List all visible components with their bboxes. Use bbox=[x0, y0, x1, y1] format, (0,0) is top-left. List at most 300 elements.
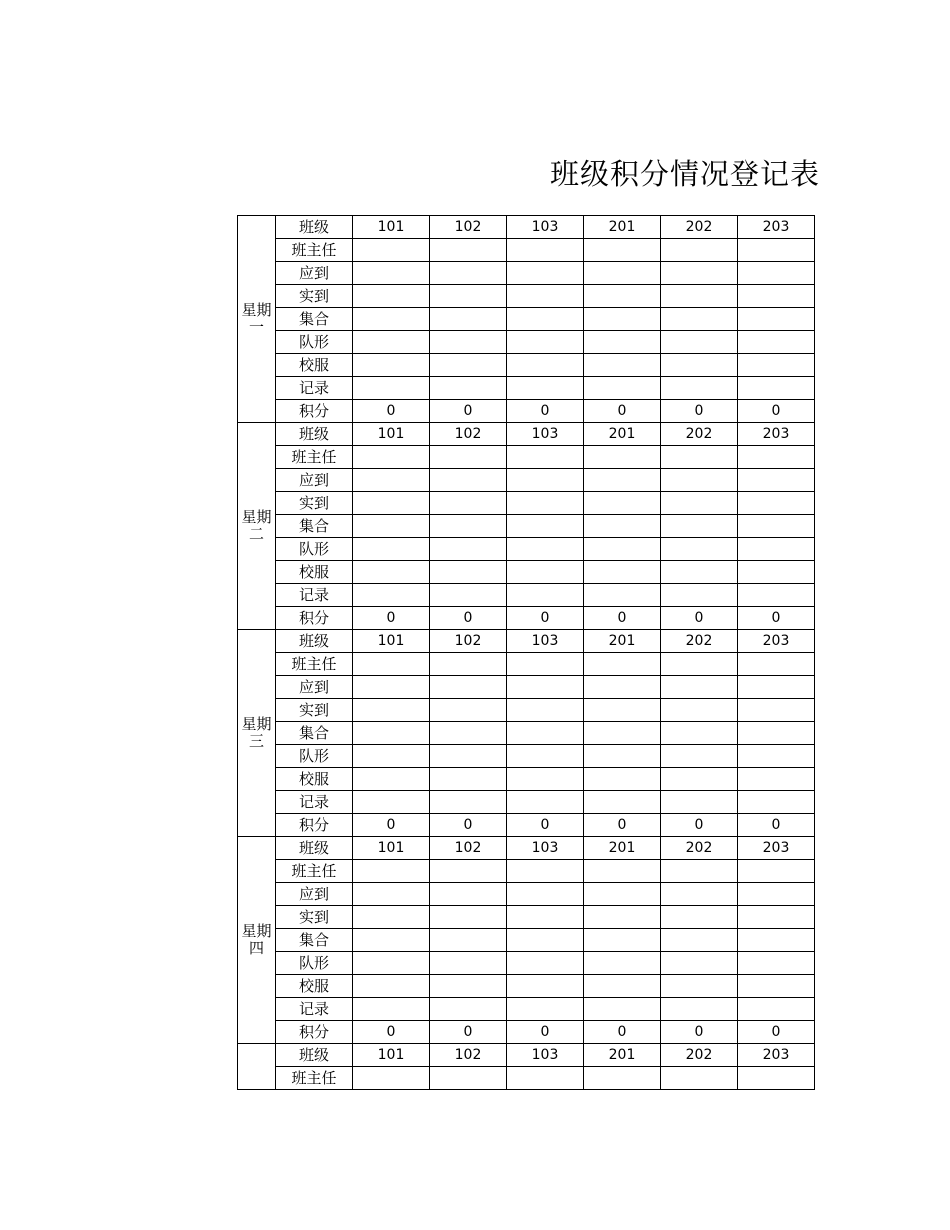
row-label-cell: 班级 bbox=[276, 423, 353, 446]
empty-cell bbox=[738, 331, 815, 354]
row-label-cell: 应到 bbox=[276, 883, 353, 906]
empty-cell bbox=[661, 561, 738, 584]
page-title: 班级积分情况登记表 bbox=[549, 157, 820, 191]
empty-cell bbox=[738, 285, 815, 308]
class-number-cell: 102 bbox=[430, 630, 507, 653]
day-label-line1: 星期 bbox=[241, 301, 272, 319]
class-number-cell: 101 bbox=[353, 423, 430, 446]
empty-cell bbox=[661, 929, 738, 952]
empty-cell bbox=[738, 561, 815, 584]
empty-cell bbox=[584, 883, 661, 906]
empty-cell bbox=[738, 906, 815, 929]
empty-cell bbox=[353, 745, 430, 768]
class-number-cell: 103 bbox=[507, 423, 584, 446]
table-row bbox=[238, 653, 815, 676]
row-label-cell: 集合 bbox=[276, 929, 353, 952]
empty-cell bbox=[430, 239, 507, 262]
empty-cell bbox=[738, 860, 815, 883]
table-row bbox=[238, 906, 815, 929]
empty-cell bbox=[661, 584, 738, 607]
day-label-line1: 星期 bbox=[241, 922, 272, 940]
empty-cell bbox=[584, 262, 661, 285]
empty-cell bbox=[584, 929, 661, 952]
empty-cell bbox=[507, 676, 584, 699]
empty-cell bbox=[738, 975, 815, 998]
row-label-cell: 班级 bbox=[276, 837, 353, 860]
class-number-cell: 101 bbox=[353, 216, 430, 239]
row-label-cell: 队形 bbox=[276, 538, 353, 561]
empty-cell bbox=[738, 722, 815, 745]
empty-cell bbox=[353, 676, 430, 699]
empty-cell bbox=[430, 860, 507, 883]
table-row bbox=[238, 584, 815, 607]
table-row bbox=[238, 469, 815, 492]
class-number-cell: 201 bbox=[584, 1044, 661, 1067]
class-number-cell: 203 bbox=[738, 1044, 815, 1067]
empty-cell bbox=[661, 653, 738, 676]
empty-cell bbox=[507, 308, 584, 331]
empty-cell bbox=[661, 239, 738, 262]
empty-cell bbox=[507, 285, 584, 308]
empty-cell bbox=[353, 285, 430, 308]
class-number-cell: 102 bbox=[430, 1044, 507, 1067]
empty-cell bbox=[738, 791, 815, 814]
empty-cell bbox=[738, 492, 815, 515]
empty-cell bbox=[584, 768, 661, 791]
table-row bbox=[238, 630, 815, 653]
table-row bbox=[238, 837, 815, 860]
score-cell: 0 bbox=[584, 1021, 661, 1044]
day-label-cell bbox=[238, 630, 276, 837]
empty-cell bbox=[430, 791, 507, 814]
empty-cell bbox=[738, 584, 815, 607]
empty-cell bbox=[584, 584, 661, 607]
empty-cell bbox=[738, 1067, 815, 1090]
day-label-line2: 四 bbox=[248, 939, 264, 957]
empty-cell bbox=[507, 952, 584, 975]
row-label-cell: 积分 bbox=[276, 1021, 353, 1044]
empty-cell bbox=[507, 768, 584, 791]
row-label-cell: 班级 bbox=[276, 630, 353, 653]
table-row bbox=[238, 331, 815, 354]
empty-cell bbox=[430, 1067, 507, 1090]
score-cell: 0 bbox=[430, 814, 507, 837]
empty-cell bbox=[353, 308, 430, 331]
empty-cell bbox=[353, 952, 430, 975]
day-label-line1: 星期 bbox=[241, 508, 272, 526]
class-number-cell: 101 bbox=[353, 1044, 430, 1067]
row-label-cell: 实到 bbox=[276, 285, 353, 308]
empty-cell bbox=[661, 998, 738, 1021]
empty-cell bbox=[507, 653, 584, 676]
empty-cell bbox=[430, 515, 507, 538]
empty-cell bbox=[584, 676, 661, 699]
table-row bbox=[238, 446, 815, 469]
row-label-cell: 队形 bbox=[276, 952, 353, 975]
empty-cell bbox=[661, 975, 738, 998]
empty-cell bbox=[661, 722, 738, 745]
empty-cell bbox=[584, 515, 661, 538]
table-row bbox=[238, 1044, 815, 1067]
empty-cell bbox=[430, 377, 507, 400]
table-row bbox=[238, 285, 815, 308]
empty-cell bbox=[584, 952, 661, 975]
day-label-cell bbox=[238, 423, 276, 630]
empty-cell bbox=[353, 975, 430, 998]
empty-cell bbox=[584, 860, 661, 883]
empty-cell bbox=[507, 239, 584, 262]
score-cell: 0 bbox=[661, 1021, 738, 1044]
empty-cell bbox=[507, 515, 584, 538]
empty-cell bbox=[353, 354, 430, 377]
class-number-cell: 103 bbox=[507, 630, 584, 653]
empty-cell bbox=[661, 515, 738, 538]
empty-cell bbox=[430, 308, 507, 331]
empty-cell bbox=[584, 653, 661, 676]
empty-cell bbox=[584, 492, 661, 515]
score-cell: 0 bbox=[738, 400, 815, 423]
empty-cell bbox=[430, 469, 507, 492]
empty-cell bbox=[661, 446, 738, 469]
score-cell: 0 bbox=[353, 1021, 430, 1044]
empty-cell bbox=[661, 952, 738, 975]
empty-cell bbox=[430, 906, 507, 929]
row-label-cell: 集合 bbox=[276, 515, 353, 538]
empty-cell bbox=[430, 745, 507, 768]
empty-cell bbox=[738, 239, 815, 262]
empty-cell bbox=[353, 446, 430, 469]
row-label-cell: 集合 bbox=[276, 308, 353, 331]
empty-cell bbox=[661, 492, 738, 515]
empty-cell bbox=[738, 952, 815, 975]
class-number-cell: 103 bbox=[507, 837, 584, 860]
row-label-cell: 校服 bbox=[276, 768, 353, 791]
empty-cell bbox=[661, 906, 738, 929]
empty-cell bbox=[353, 860, 430, 883]
empty-cell bbox=[661, 883, 738, 906]
score-cell: 0 bbox=[353, 814, 430, 837]
table-row bbox=[238, 676, 815, 699]
score-cell: 0 bbox=[507, 814, 584, 837]
empty-cell bbox=[507, 1067, 584, 1090]
empty-cell bbox=[661, 699, 738, 722]
empty-cell bbox=[507, 331, 584, 354]
empty-cell bbox=[430, 584, 507, 607]
class-number-cell: 103 bbox=[507, 1044, 584, 1067]
empty-cell bbox=[507, 377, 584, 400]
row-label-cell: 班主任 bbox=[276, 446, 353, 469]
empty-cell bbox=[738, 377, 815, 400]
empty-cell bbox=[584, 998, 661, 1021]
empty-cell bbox=[353, 998, 430, 1021]
empty-cell bbox=[430, 492, 507, 515]
class-number-cell: 101 bbox=[353, 630, 430, 653]
row-label-cell: 实到 bbox=[276, 906, 353, 929]
score-cell: 0 bbox=[738, 814, 815, 837]
row-label-cell: 班主任 bbox=[276, 239, 353, 262]
score-cell: 0 bbox=[661, 814, 738, 837]
empty-cell bbox=[430, 538, 507, 561]
empty-cell bbox=[661, 377, 738, 400]
empty-cell bbox=[584, 791, 661, 814]
row-label-cell: 班主任 bbox=[276, 1067, 353, 1090]
row-label-cell: 校服 bbox=[276, 354, 353, 377]
row-label-cell: 积分 bbox=[276, 400, 353, 423]
empty-cell bbox=[661, 285, 738, 308]
day-label-cell bbox=[238, 837, 276, 1044]
table-row bbox=[238, 860, 815, 883]
empty-cell bbox=[353, 1067, 430, 1090]
row-label-cell: 集合 bbox=[276, 722, 353, 745]
empty-cell bbox=[507, 998, 584, 1021]
empty-cell bbox=[738, 745, 815, 768]
class-number-cell: 201 bbox=[584, 630, 661, 653]
table-row bbox=[238, 883, 815, 906]
empty-cell bbox=[353, 768, 430, 791]
day-label-line1: 星期 bbox=[241, 715, 272, 733]
empty-cell bbox=[584, 538, 661, 561]
empty-cell bbox=[661, 676, 738, 699]
row-label-cell: 校服 bbox=[276, 561, 353, 584]
score-cell: 0 bbox=[661, 400, 738, 423]
empty-cell bbox=[430, 952, 507, 975]
empty-cell bbox=[507, 722, 584, 745]
score-cell: 0 bbox=[430, 607, 507, 630]
empty-cell bbox=[430, 722, 507, 745]
score-cell: 0 bbox=[738, 607, 815, 630]
table-row bbox=[238, 492, 815, 515]
table-row bbox=[238, 1021, 815, 1044]
empty-cell bbox=[507, 492, 584, 515]
empty-cell bbox=[353, 584, 430, 607]
row-label-cell: 记录 bbox=[276, 998, 353, 1021]
row-label-cell: 积分 bbox=[276, 607, 353, 630]
empty-cell bbox=[584, 285, 661, 308]
table-row bbox=[238, 699, 815, 722]
empty-cell bbox=[661, 538, 738, 561]
empty-cell bbox=[507, 975, 584, 998]
score-cell: 0 bbox=[584, 814, 661, 837]
class-number-cell: 203 bbox=[738, 630, 815, 653]
empty-cell bbox=[430, 262, 507, 285]
empty-cell bbox=[353, 515, 430, 538]
empty-cell bbox=[661, 331, 738, 354]
table-row bbox=[238, 354, 815, 377]
day-label-line2: 一 bbox=[248, 318, 264, 336]
class-number-cell: 202 bbox=[661, 630, 738, 653]
empty-cell bbox=[661, 860, 738, 883]
row-label-cell: 应到 bbox=[276, 676, 353, 699]
score-cell: 0 bbox=[661, 607, 738, 630]
row-label-cell: 记录 bbox=[276, 791, 353, 814]
row-label-cell: 班级 bbox=[276, 1044, 353, 1067]
class-number-cell: 103 bbox=[507, 216, 584, 239]
row-label-cell: 校服 bbox=[276, 975, 353, 998]
empty-cell bbox=[430, 331, 507, 354]
day-label-line2: 三 bbox=[248, 732, 264, 750]
empty-cell bbox=[738, 676, 815, 699]
empty-cell bbox=[507, 791, 584, 814]
empty-cell bbox=[430, 676, 507, 699]
empty-cell bbox=[738, 768, 815, 791]
score-cell: 0 bbox=[738, 1021, 815, 1044]
empty-cell bbox=[738, 883, 815, 906]
class-number-cell: 203 bbox=[738, 837, 815, 860]
empty-cell bbox=[584, 906, 661, 929]
row-label-cell: 应到 bbox=[276, 262, 353, 285]
empty-cell bbox=[507, 538, 584, 561]
class-number-cell: 102 bbox=[430, 216, 507, 239]
empty-cell bbox=[353, 538, 430, 561]
empty-cell bbox=[353, 653, 430, 676]
table-row bbox=[238, 400, 815, 423]
empty-cell bbox=[430, 998, 507, 1021]
class-number-cell: 201 bbox=[584, 216, 661, 239]
table-row bbox=[238, 745, 815, 768]
empty-cell bbox=[507, 860, 584, 883]
class-number-cell: 102 bbox=[430, 423, 507, 446]
empty-cell bbox=[353, 699, 430, 722]
empty-cell bbox=[507, 262, 584, 285]
empty-cell bbox=[584, 1067, 661, 1090]
empty-cell bbox=[738, 538, 815, 561]
score-cell: 0 bbox=[507, 400, 584, 423]
class-number-cell: 202 bbox=[661, 216, 738, 239]
score-cell: 0 bbox=[353, 400, 430, 423]
empty-cell bbox=[353, 492, 430, 515]
table-row bbox=[238, 423, 815, 446]
row-label-cell: 班主任 bbox=[276, 653, 353, 676]
score-cell: 0 bbox=[353, 607, 430, 630]
row-label-cell: 积分 bbox=[276, 814, 353, 837]
row-label-cell: 实到 bbox=[276, 492, 353, 515]
day-label-cell bbox=[238, 216, 276, 423]
class-number-cell: 202 bbox=[661, 423, 738, 446]
table-row bbox=[238, 308, 815, 331]
table-row bbox=[238, 791, 815, 814]
empty-cell bbox=[738, 653, 815, 676]
row-label-cell: 实到 bbox=[276, 699, 353, 722]
empty-cell bbox=[661, 354, 738, 377]
empty-cell bbox=[584, 239, 661, 262]
empty-cell bbox=[738, 469, 815, 492]
empty-cell bbox=[353, 722, 430, 745]
class-number-cell: 203 bbox=[738, 423, 815, 446]
class-number-cell: 201 bbox=[584, 837, 661, 860]
empty-cell bbox=[584, 975, 661, 998]
empty-cell bbox=[738, 446, 815, 469]
empty-cell bbox=[738, 929, 815, 952]
table-row bbox=[238, 975, 815, 998]
empty-cell bbox=[353, 331, 430, 354]
row-label-cell: 记录 bbox=[276, 584, 353, 607]
empty-cell bbox=[661, 1067, 738, 1090]
empty-cell bbox=[507, 929, 584, 952]
empty-cell bbox=[661, 791, 738, 814]
table-row bbox=[238, 952, 815, 975]
empty-cell bbox=[353, 791, 430, 814]
empty-cell bbox=[738, 998, 815, 1021]
table-row bbox=[238, 561, 815, 584]
empty-cell bbox=[430, 354, 507, 377]
row-label-cell: 班主任 bbox=[276, 860, 353, 883]
empty-cell bbox=[584, 469, 661, 492]
empty-cell bbox=[353, 262, 430, 285]
table-row bbox=[238, 929, 815, 952]
class-number-cell: 201 bbox=[584, 423, 661, 446]
table-row bbox=[238, 216, 815, 239]
empty-cell bbox=[507, 883, 584, 906]
class-number-cell: 101 bbox=[353, 837, 430, 860]
empty-cell bbox=[507, 745, 584, 768]
row-label-cell: 记录 bbox=[276, 377, 353, 400]
empty-cell bbox=[738, 699, 815, 722]
empty-cell bbox=[353, 239, 430, 262]
day-label-cell bbox=[238, 1044, 276, 1090]
empty-cell bbox=[430, 883, 507, 906]
empty-cell bbox=[738, 308, 815, 331]
empty-cell bbox=[584, 745, 661, 768]
score-cell: 0 bbox=[507, 1021, 584, 1044]
empty-cell bbox=[661, 262, 738, 285]
row-label-cell: 队形 bbox=[276, 331, 353, 354]
empty-cell bbox=[661, 745, 738, 768]
empty-cell bbox=[353, 906, 430, 929]
table-row bbox=[238, 998, 815, 1021]
empty-cell bbox=[584, 446, 661, 469]
score-cell: 0 bbox=[430, 1021, 507, 1044]
empty-cell bbox=[584, 722, 661, 745]
empty-cell bbox=[584, 699, 661, 722]
empty-cell bbox=[507, 584, 584, 607]
table-row bbox=[238, 239, 815, 262]
score-cell: 0 bbox=[584, 607, 661, 630]
table-row bbox=[238, 377, 815, 400]
empty-cell bbox=[353, 929, 430, 952]
empty-cell bbox=[584, 308, 661, 331]
page-cutoff bbox=[0, 1101, 950, 1230]
table-row bbox=[238, 262, 815, 285]
table-row bbox=[238, 1067, 815, 1090]
row-label-cell: 班级 bbox=[276, 216, 353, 239]
empty-cell bbox=[507, 469, 584, 492]
empty-cell bbox=[430, 446, 507, 469]
empty-cell bbox=[507, 699, 584, 722]
empty-cell bbox=[430, 285, 507, 308]
empty-cell bbox=[353, 561, 430, 584]
empty-cell bbox=[661, 308, 738, 331]
empty-cell bbox=[661, 469, 738, 492]
table-row bbox=[238, 515, 815, 538]
empty-cell bbox=[353, 469, 430, 492]
empty-cell bbox=[584, 331, 661, 354]
empty-cell bbox=[507, 354, 584, 377]
empty-cell bbox=[507, 561, 584, 584]
empty-cell bbox=[430, 975, 507, 998]
class-number-cell: 202 bbox=[661, 1044, 738, 1067]
score-register-table bbox=[237, 215, 815, 1090]
empty-cell bbox=[430, 768, 507, 791]
empty-cell bbox=[430, 653, 507, 676]
empty-cell bbox=[353, 377, 430, 400]
score-cell: 0 bbox=[507, 607, 584, 630]
table-row bbox=[238, 768, 815, 791]
empty-cell bbox=[507, 446, 584, 469]
table-row bbox=[238, 607, 815, 630]
empty-cell bbox=[738, 262, 815, 285]
empty-cell bbox=[738, 354, 815, 377]
empty-cell bbox=[507, 906, 584, 929]
